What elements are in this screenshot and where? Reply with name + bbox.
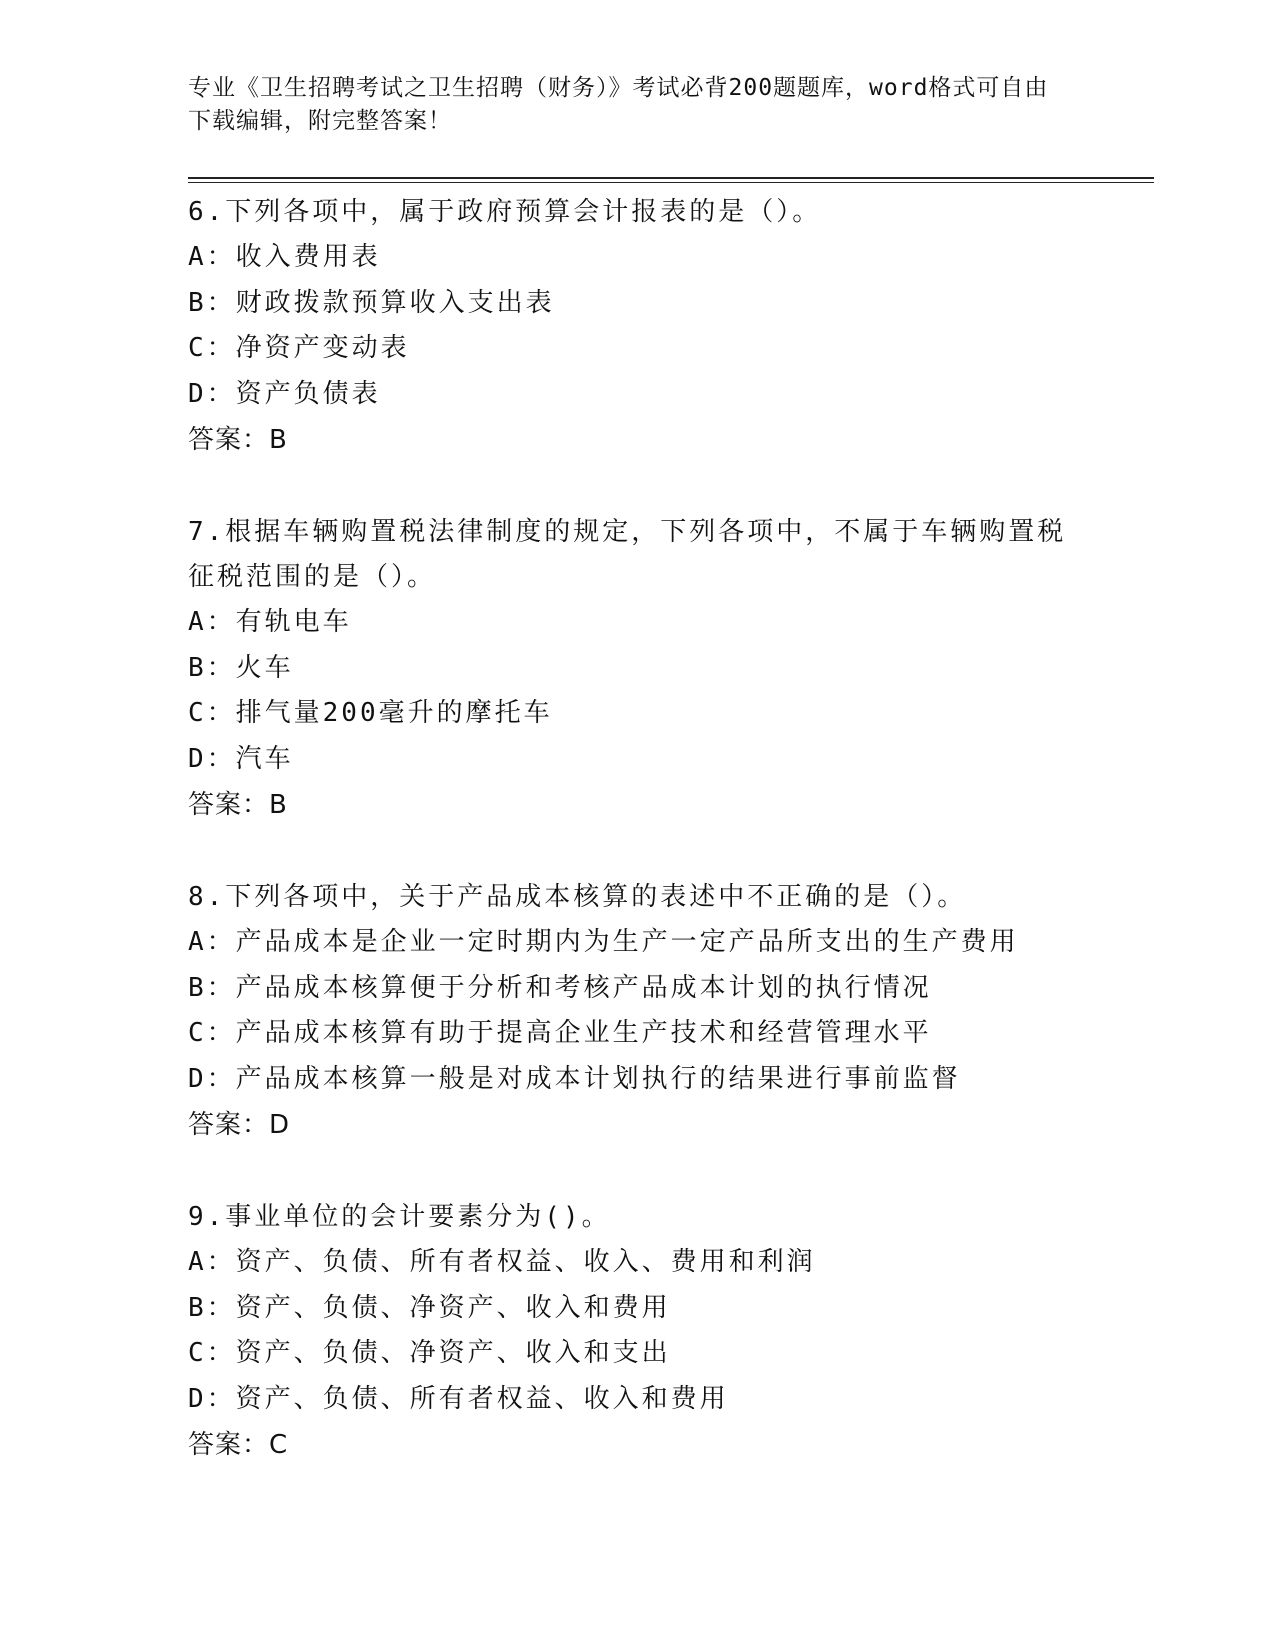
- answer: 答案：B: [188, 425, 288, 455]
- option-a: A：产品成本是企业一定时期内为生产一定产品所支出的生产费用: [188, 927, 1019, 957]
- option-b: B：火车: [188, 652, 294, 683]
- document-title: 专业《卫生招聘考试之卫生招聘（财务）》考试必背200题题库，word格式可自由下载编辑，附完整答案！: [188, 75, 1049, 134]
- option-d: D：产品成本核算一般是对成本计划执行的结果进行事前监督: [188, 1063, 961, 1094]
- option-a: A：收入费用表: [188, 242, 381, 272]
- answer: 答案：D: [188, 1110, 291, 1140]
- option-b: B：产品成本核算便于分析和考核产品成本计划的执行情况: [188, 972, 932, 1003]
- question-text: 6.下列各项中，属于政府预算会计报表的是（）。: [188, 197, 822, 227]
- question-list: [188, 190, 1068, 1515]
- option-c: C：产品成本核算有助于提高企业生产技术和经营管理水平: [188, 1018, 932, 1048]
- answer: 答案：B: [188, 790, 288, 820]
- question-6: [188, 190, 1068, 463]
- option-d: D：汽车: [188, 743, 294, 774]
- option-d: D：资产、负债、所有者权益、收入和费用: [188, 1383, 729, 1414]
- question-text: 9.事业单位的会计要素分为()。: [188, 1202, 611, 1232]
- question-7: [188, 510, 1068, 828]
- option-a: A：资产、负债、所有者权益、收入、费用和利润: [188, 1247, 816, 1277]
- option-b: B：资产、负债、净资产、收入和费用: [188, 1292, 671, 1323]
- option-c: C：资产、负债、净资产、收入和支出: [188, 1338, 671, 1368]
- question-text: 8.下列各项中，关于产品成本核算的表述中不正确的是（）。: [188, 882, 967, 912]
- header-rule-thick: [188, 177, 1154, 179]
- question-9: [188, 1195, 1068, 1468]
- option-c: C：排气量200毫升的摩托车: [188, 698, 553, 728]
- answer: 答案：C: [188, 1430, 289, 1460]
- question-text: 7.根据车辆购置税法律制度的规定，下列各项中，不属于车辆购置税征税范围的是（）。: [188, 517, 1067, 592]
- question-8: [188, 875, 1068, 1148]
- option-c: C：净资产变动表: [188, 333, 410, 363]
- header-rule-thin: [188, 182, 1154, 183]
- option-d: D：资产负债表: [188, 378, 381, 409]
- option-a: A：有轨电车: [188, 607, 352, 637]
- option-b: B：财政拨款预算收入支出表: [188, 287, 555, 318]
